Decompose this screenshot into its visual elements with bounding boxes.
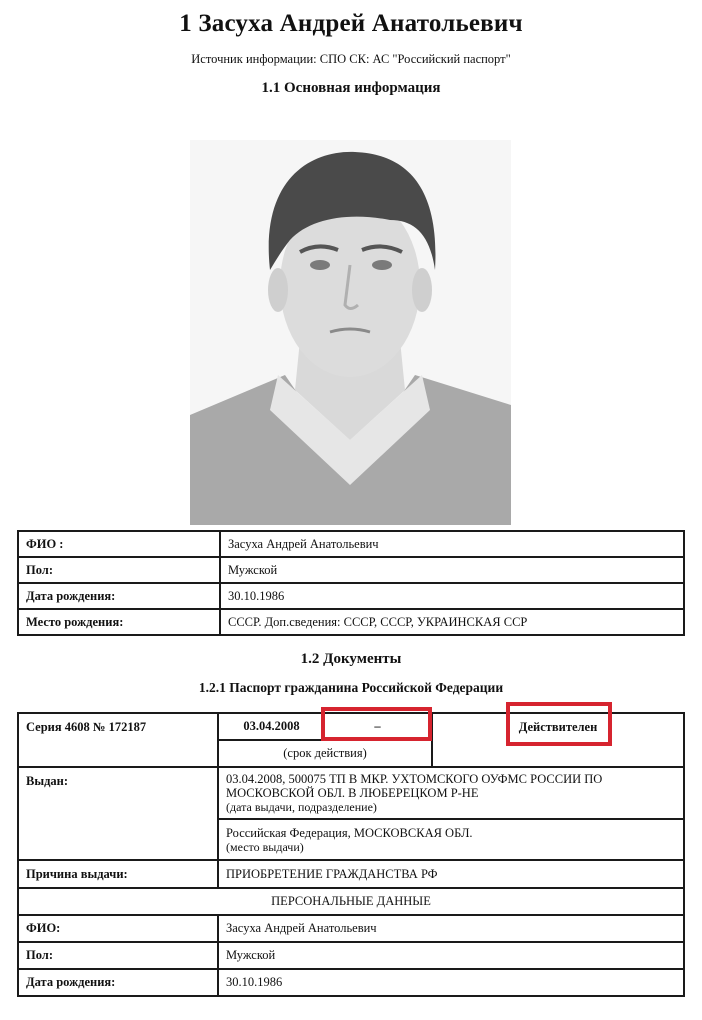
row-label: ФИО : — [18, 531, 220, 557]
row-label: Пол: — [18, 942, 218, 969]
table-row — [18, 531, 684, 557]
section-subheading-passport: 1.2.1 Паспорт гражданина Российской Федерации — [198, 680, 504, 695]
row-value: СССР. Доп.сведения: СССР, СССР, УКРАИНСКАЯ ССР — [220, 609, 684, 635]
section-heading-documents: 1.2 Документы — [300, 651, 402, 667]
issued-caption: (дата выдачи, подразделение) — [226, 800, 377, 814]
table-row — [18, 609, 684, 635]
place-cell — [218, 819, 684, 860]
portrait-photo — [190, 140, 511, 525]
place-value: Российская Федерация, МОСКОВСКАЯ ОБЛ. — [226, 826, 473, 840]
main-info-table — [17, 530, 685, 636]
table-row — [18, 860, 684, 888]
passport-status: Действителен — [432, 713, 684, 767]
row-label: ФИО: — [18, 915, 218, 942]
row-value: Засуха Андрей Анатольевич — [218, 915, 684, 942]
valid-to: – — [324, 713, 432, 740]
reason-value: ПРИОБРЕТЕНИЕ ГРАЖДАНСТВА РФ — [218, 860, 684, 888]
personal-data-header: ПЕРСОНАЛЬНЫЕ ДАННЫЕ — [18, 888, 684, 915]
table-row — [18, 942, 684, 969]
reason-label: Причина выдачи: — [18, 860, 218, 888]
page-title: 1 Засуха Андрей Анатольевич — [179, 10, 523, 37]
issued-label: Выдан: — [18, 767, 218, 860]
validity-caption: (срок действия) — [218, 740, 432, 767]
table-row — [18, 888, 684, 915]
place-caption: (место выдачи) — [226, 840, 304, 854]
passport-series-number: Серия 4608 № 172187 — [18, 713, 218, 767]
table-row — [18, 969, 684, 996]
row-value: Мужской — [220, 557, 684, 583]
passport-table — [17, 712, 685, 997]
info-source: Источник информации: СПО СК: АС "Российский паспорт" — [191, 52, 511, 66]
table-row — [18, 767, 684, 819]
table-row — [18, 557, 684, 583]
row-value: Засуха Андрей Анатольевич — [220, 531, 684, 557]
valid-from: 03.04.2008 — [218, 713, 324, 740]
issued-cell — [218, 767, 684, 819]
table-row — [18, 583, 684, 609]
section-heading-main-info: 1.1 Основная информация — [261, 80, 441, 96]
table-row — [18, 713, 684, 740]
row-value: 30.10.1986 — [220, 583, 684, 609]
issued-value: 03.04.2008, 500075 ТП В МКР. УХТОМСКОГО ОУФМС РОССИИ ПО МОСКОВСКОЙ ОБЛ. В ЛЮБЕРЕЦКОМ Р-НЕ — [226, 772, 603, 800]
row-value: Мужской — [218, 942, 684, 969]
row-label: Дата рождения: — [18, 969, 218, 996]
table-row — [18, 915, 684, 942]
row-value: 30.10.1986 — [218, 969, 684, 996]
row-label: Дата рождения: — [18, 583, 220, 609]
person-photo-icon — [190, 140, 511, 525]
row-label: Пол: — [18, 557, 220, 583]
row-label: Место рождения: — [18, 609, 220, 635]
